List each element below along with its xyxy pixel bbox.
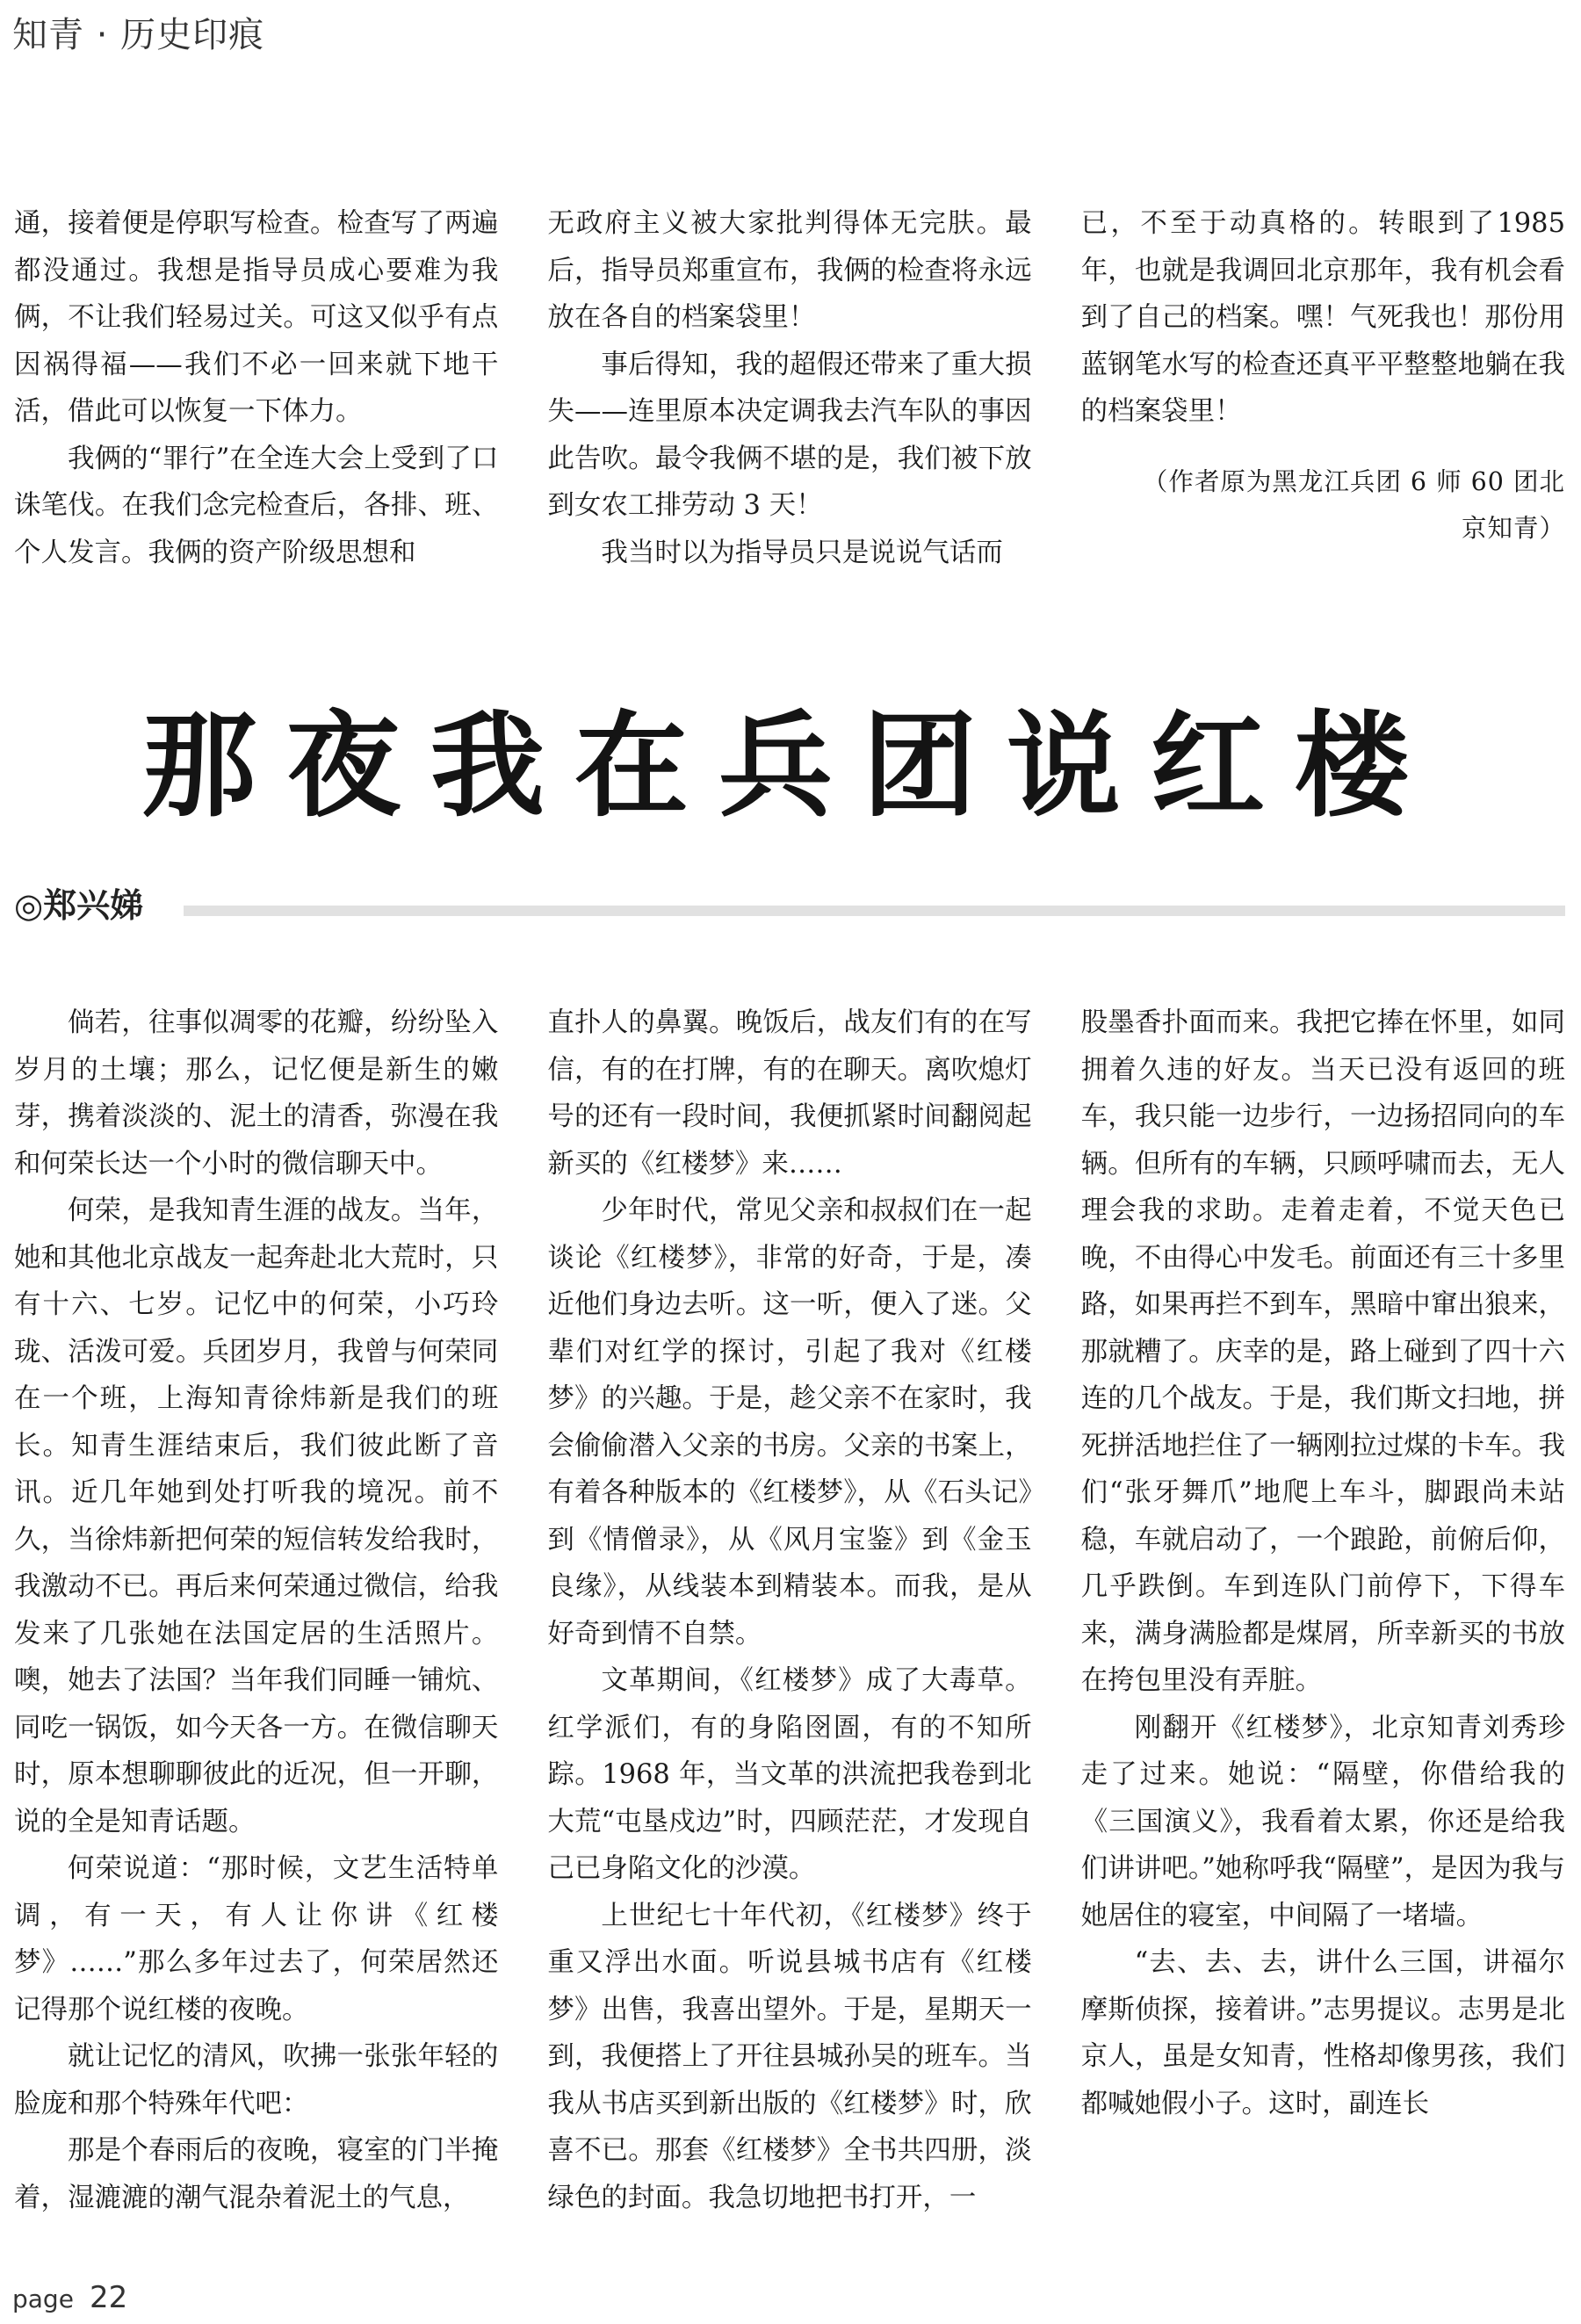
article-title: 那夜我在兵团说红楼 — [141, 698, 1439, 833]
paragraph: 上世纪七十年代初，《红楼梦》终于重又浮出水面。听说县城书店有《红楼梦》出售，我喜出望外。于是，星期天一到，我便搭上了开往县城孙吴的班车。当我从书店买到新出版的《红楼梦》时，欣喜不已。那套《红楼梦》全书共四册，淡绿色的封面。我急切地把书打开，一 — [547, 1900, 1032, 2213]
paragraph: “去、去、去，讲什么三国，讲福尔摩斯侦探，接着讲。”志男提议。志男是北京人，虽是女知青，性格却像男孩，我们都喊她假小子。这时，副连长 — [1080, 1947, 1565, 2119]
paragraph: 已，不至于动真格的。转眼到了1985年，也就是我调回北京那年，我有机会看到了自己的档案。嘿！气死我也！那份用蓝钢笔水写的检查还真平平整整地躺在我的档案袋里！ — [1080, 208, 1565, 427]
paragraph: 无政府主义被大家批判得体无完肤。最后，指导员郑重宣布，我俩的检查将永远放在各自的档案袋里！ — [547, 208, 1032, 333]
page-label: page — [12, 2284, 74, 2313]
paragraph: 就让记忆的清风，吹拂一张张年轻的脸庞和那个特殊年代吧： — [14, 2041, 499, 2119]
section-header: 知青 · 历史印痕 — [12, 15, 265, 55]
paragraph: 直扑人的鼻翼。晚饭后，战友们有的在写信，有的在打牌，有的在聊天。离吹熄灯号的还有一段时间，我便抓紧时间翻阅起新买的《红楼梦》来…… — [547, 1007, 1032, 1180]
paragraph: 何荣说道：“那时候，文艺生活特单调，有一天，有人让你讲《红楼梦》……”那么多年过去了，何荣居然还记得那个说红楼的夜晚。 — [14, 1853, 499, 2025]
author-name: ◎郑兴娣 — [14, 886, 144, 925]
article-column-3 — [1081, 1000, 1565, 2221]
page-number: 22 — [89, 2280, 128, 2315]
paragraph: 倘若，往事似凋零的花瓣，纷纷坠入岁月的土壤；那么，记忆便是新生的嫩芽，携着淡淡的、泥土的清香，弥漫在我和何荣长达一个小时的微信聊天中。 — [14, 1007, 499, 1180]
prev-column-3 — [1081, 200, 1565, 576]
article-columns — [14, 1000, 1565, 2221]
author-note: （作者原为黑龙江兵团 6 师 60 团北京知青） — [1142, 466, 1565, 543]
paragraph: 何荣，是我知青生涯的战友。当年，她和其他北京战友一起奔赴北大荒时，只有十六、七岁。记忆中的何荣，小巧玲珑、活泼可爱。兵团岁月，我曾与何荣同在一个班，上海知青徐炜新是我们的班长。知青生涯结束后，我们彼此断了音讯。近几年她到处打听我的境况。前不久，当徐炜新把何荣的短信转发给我时，我激动不已。再后来何荣通过微信，给我发来了几张她在法国定居的生活照片。噢，她去了法国？当年我们同睡一铺炕、同吃一锅饭，如今天各一方。在微信聊天时，原本想聊聊彼此的近况，但一开聊，说的全是知青话题。 — [14, 1195, 499, 1837]
article-column-2 — [547, 1000, 1031, 2221]
prev-column-2 — [547, 200, 1031, 576]
paragraph: 我俩的“罪行”在全连大会上受到了口诛笔伐。在我们念完检查后，各排、班、个人发言。我俩的资产阶级思想和 — [14, 443, 499, 568]
previous-article-columns — [14, 200, 1565, 576]
paragraph: 股墨香扑面而来。我把它捧在怀里，如同拥着久违的好友。当天已没有返回的班车，我只能一边步行，一边扬招同向的车辆。但所有的车辆，只顾呼啸而去，无人理会我的求助。走着走着，不觉天色已晚，不由得心中发毛。前面还有三十多里路，如果再拦不到车，黑暗中窜出狼来，那就糟了。庆幸的是，路上碰到了四十六连的几个战友。于是，我们斯文扫地，拼死拼活地拦住了一辆刚拉过煤的卡车。我们“张牙舞爪”地爬上车斗，脚跟尚未站稳，车就启动了，一个踉跄，前俯后仰，几乎跌倒。车到连队门前停下，下得车来，满身满脸都是煤屑，所幸新买的书放在挎包里没有弄脏。 — [1080, 1007, 1565, 1696]
prev-column-1 — [14, 200, 498, 576]
paragraph: 刚翻开《红楼梦》，北京知青刘秀珍走了过来。她说：“隔壁，你借给我的《三国演义》，我看着太累，你还是给我们讲讲吧。”她称呼我“隔壁”，是因为我与她居住的寝室，中间隔了一堵墙。 — [1080, 1712, 1565, 1931]
paragraph: 通，接着便是停职写检查。检查写了两遍都没通过。我想是指导员成心要难为我俩，不让我们轻易过关。可这又似乎有点因祸得福——我们不必一回来就下地干活，借此可以恢复一下体力。 — [14, 208, 499, 427]
paragraph: 少年时代，常见父亲和叔叔们在一起谈论《红楼梦》，非常的好奇，于是，凑近他们身边去听。这一听，便入了迷。父辈们对红学的探讨，引起了我对《红楼梦》的兴趣。于是，趁父亲不在家时，我会偷偷潜入父亲的书房。父亲的书案上，有着各种版本的《红楼梦》，从《石头记》到《情僧录》，从《风月宝鉴》到《金玉良缘》，从线装本到精装本。而我，是从好奇到情不自禁。 — [547, 1195, 1032, 1649]
article-column-1 — [14, 1000, 498, 2221]
paragraph: 那是个春雨后的夜晚，寝室的门半掩着，湿漉漉的潮气混杂着泥土的气息， — [14, 2135, 499, 2213]
paragraph: 我当时以为指导员只是说说气话而 — [601, 537, 1003, 568]
paragraph: 事后得知，我的超假还带来了重大损失——连里原本决定调我去汽车队的事因此告吹。最令我俩不堪的是，我们被下放到女农工排劳动 3 天！ — [547, 349, 1032, 521]
byline — [14, 878, 1565, 927]
page-footer — [12, 2280, 127, 2315]
byline-rule — [184, 906, 1565, 916]
paragraph: 文革期间，《红楼梦》成了大毒草。红学派们，有的身陷囹圄，有的不知所踪。1968 年，当文革的洪流把我卷到北大荒“屯垦戍边”时，四顾茫茫，才发现自己已身陷文化的沙漠。 — [547, 1665, 1032, 1884]
